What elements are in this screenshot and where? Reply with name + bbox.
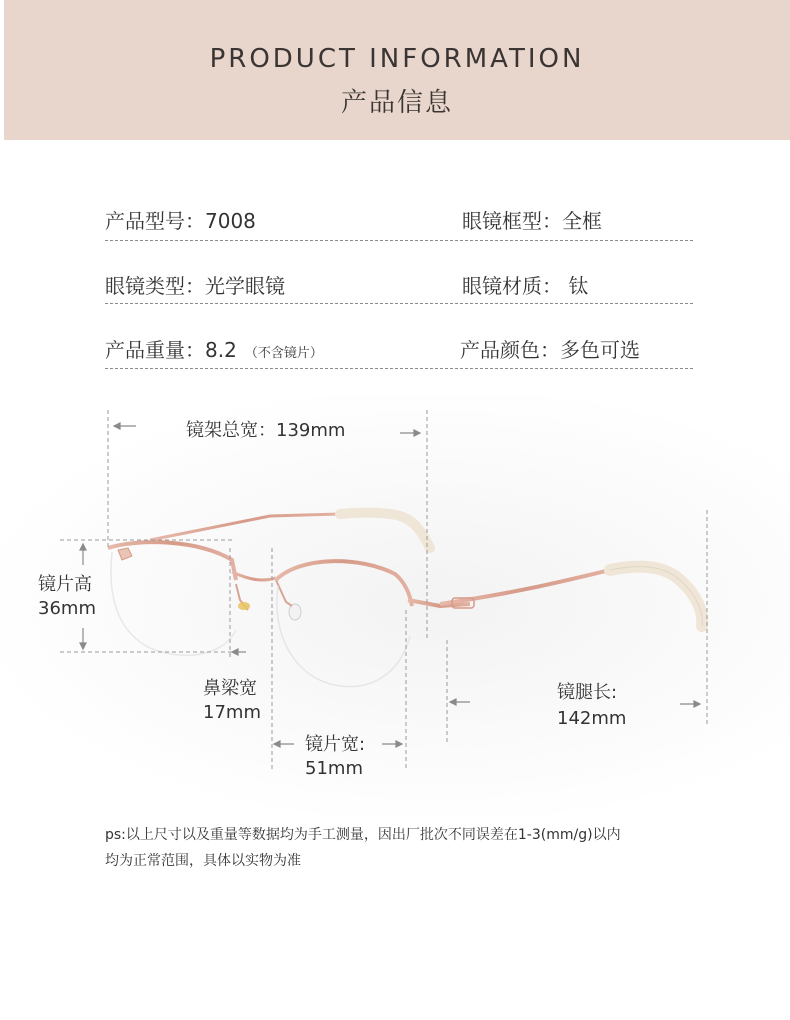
measurement-note bbox=[105, 822, 725, 874]
temple-length-label: 镜腿长: bbox=[557, 682, 618, 703]
far-temple bbox=[150, 513, 430, 548]
spec-frame-type: 眼镜框型：全框 bbox=[462, 209, 602, 233]
note-line-2: 均为正常范围，具体以实物为准 bbox=[105, 853, 301, 869]
lens-width-label: 镜片宽: bbox=[305, 734, 366, 755]
spec-model: 产品型号：7008 bbox=[105, 209, 256, 233]
spec-colors: 产品颜色：多色可选 bbox=[460, 338, 640, 362]
near-temple bbox=[440, 567, 702, 626]
spec-weight-note: （不含镜片） bbox=[244, 346, 323, 361]
spec-glasses-type: 眼镜类型：光学眼镜 bbox=[105, 274, 285, 298]
total-width-label: 镜架总宽：139mm bbox=[186, 420, 346, 441]
title-zh: 产品信息 bbox=[340, 88, 453, 118]
spec-weight-value: 产品重量：8.2 bbox=[105, 338, 237, 362]
note-line-1: ps:以上尺寸以及重量等数据均为手工测量，因出厂批次不同误差在1-3(mm/g)以内 bbox=[105, 827, 621, 843]
lens-height-label: 镜片高 bbox=[38, 574, 92, 595]
lens-width-value: 51mm bbox=[305, 758, 363, 779]
spec-material: 眼镜材质： 钛 bbox=[462, 274, 589, 298]
bridge-width-value: 17mm bbox=[203, 702, 261, 723]
right-lens bbox=[276, 561, 470, 686]
bridge bbox=[232, 572, 301, 620]
left-lens bbox=[108, 542, 236, 655]
temple-length-value: 142mm bbox=[557, 708, 627, 729]
bridge-width-label: 鼻梁宽 bbox=[203, 678, 257, 699]
lens-height-value: 36mm bbox=[38, 598, 96, 619]
title-en: PRODUCT INFORMATION bbox=[209, 44, 585, 74]
